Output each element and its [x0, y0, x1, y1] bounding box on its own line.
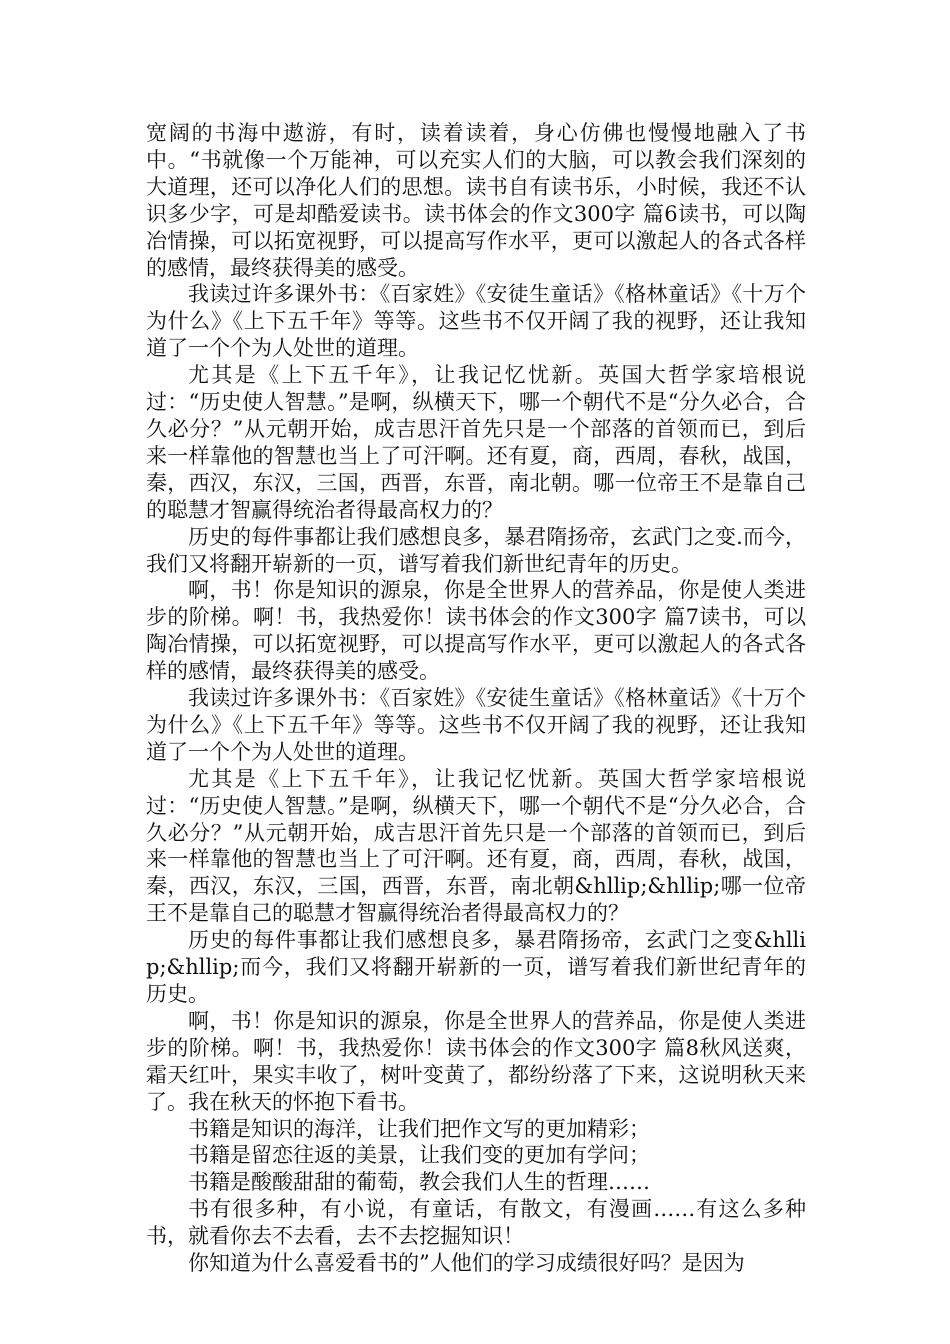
paragraph-11: 书籍是留恋往返的美景，让我们变的更加有学问； — [188, 1143, 650, 1168]
document-body — [146, 120, 806, 1277]
paragraph-2: 我读过许多课外书：《百家姓》《安徒生童话》《格林童话》《十万个为什么》《上下五千年》等等。这些书不仅开阔了我的视野，还让我知道了一个个为人处世的道理。 — [146, 282, 806, 361]
paragraph-13: 书有很多种，有小说，有童话，有散文，有漫画……有这么多种书，就看你去不去看，去不去挖掘知识！ — [146, 1197, 806, 1249]
paragraph-6: 我读过许多课外书：《百家姓》《安徒生童话》《格林童话》《十万个为什么》《上下五千年》等等。这些书不仅开阔了我的视野，还让我知道了一个个为人处世的道理。 — [146, 686, 806, 764]
paragraph-14: 你知道为什么喜爱看书的”人他们的学习成绩很好吗？是因为 — [188, 1251, 745, 1276]
paragraph-3: 尤其是《上下五千年》，让我记忆忧新。英国大哲学家培根说过：“历史使人智慧。”是啊，纵横天下，哪一个朝代不是“分久必合，合久必分？”从元朝开始，成吉思汗首先只是一个部落的首领而已，到后来一样靠他的智慧也当上了可汗啊。还有夏，商，西周，春秋，战国，秦，西汉，东汉，三国，西晋，东晋，南北朝。哪一位帝王不是靠自己的聪慧才智赢得统治者得最高权力的？ — [146, 363, 806, 522]
paragraph-5: 啊，书！你是知识的源泉，你是全世界人的营养品，你是使人类进步的阶梯。啊！书，我热爱你！读书体会的作文300字 篇7读书，可以陶冶情操，可以拓宽视野，可以提高写作水平，更可以激起人的各式各样的感情，最终获得美的感受。 — [146, 578, 806, 684]
paragraph-10: 书籍是知识的海洋，让我们把作文写的更加精彩； — [188, 1116, 650, 1141]
paragraph-9: 啊，书！你是知识的源泉，你是全世界人的营养品，你是使人类进步的阶梯。啊！书，我热爱你！读书体会的作文300字 篇8秋风送爽，霜天红叶，果实丰收了，树叶变黄了，都纷纷落了下来，这说明秋天来了。我在秋天的怀抱下看书。 — [146, 1008, 806, 1114]
paragraph-7: 尤其是《上下五千年》，让我记忆忧新。英国大哲学家培根说过：“历史使人智慧。”是啊，纵横天下，哪一个朝代不是“分久必合，合久必分？”从元朝开始，成吉思汗首先只是一个部落的首领而已，到后来一样靠他的智慧也当上了可汗啊。还有夏，商，西周，春秋，战国，秦，西汉，东汉，三国，西晋，东晋，南北朝&hllip;&hllip;哪一位帝王不是靠自己的聪慧才智赢得统治者得最高权力的？ — [146, 766, 806, 926]
paragraph-4: 历史的每件事都让我们感想良多，暴君隋扬帝，玄武门之变.而今，我们又将翻开崭新的一页，谱写着我们新世纪青年的历史。 — [146, 524, 806, 576]
paragraph-12: 书籍是酸酸甜甜的葡萄，教会我们人生的哲理…… — [188, 1170, 650, 1195]
paragraph-8: 历史的每件事都让我们感想良多，暴君隋扬帝，玄武门之变&hllip;&hllip;而今，我们又将翻开崭新的一页，谱写着我们新世纪青年的历史。 — [146, 928, 806, 1006]
paragraph-1: 宽阔的书海中遨游，有时，读着读着，身心仿佛也慢慢地融入了书中。“书就像一个万能神，可以充实人们的大脑，可以教会我们深刻的大道理，还可以净化人们的思想。读书自有读书乐，小时候，我还不认识多少字，可是却酷爱读书。读书体会的作文300字 篇6读书，可以陶冶情操，可以拓宽视野，可以提高写作水平，更可以激起人的各式各样的感情，最终获得美的感受。 — [146, 121, 806, 280]
